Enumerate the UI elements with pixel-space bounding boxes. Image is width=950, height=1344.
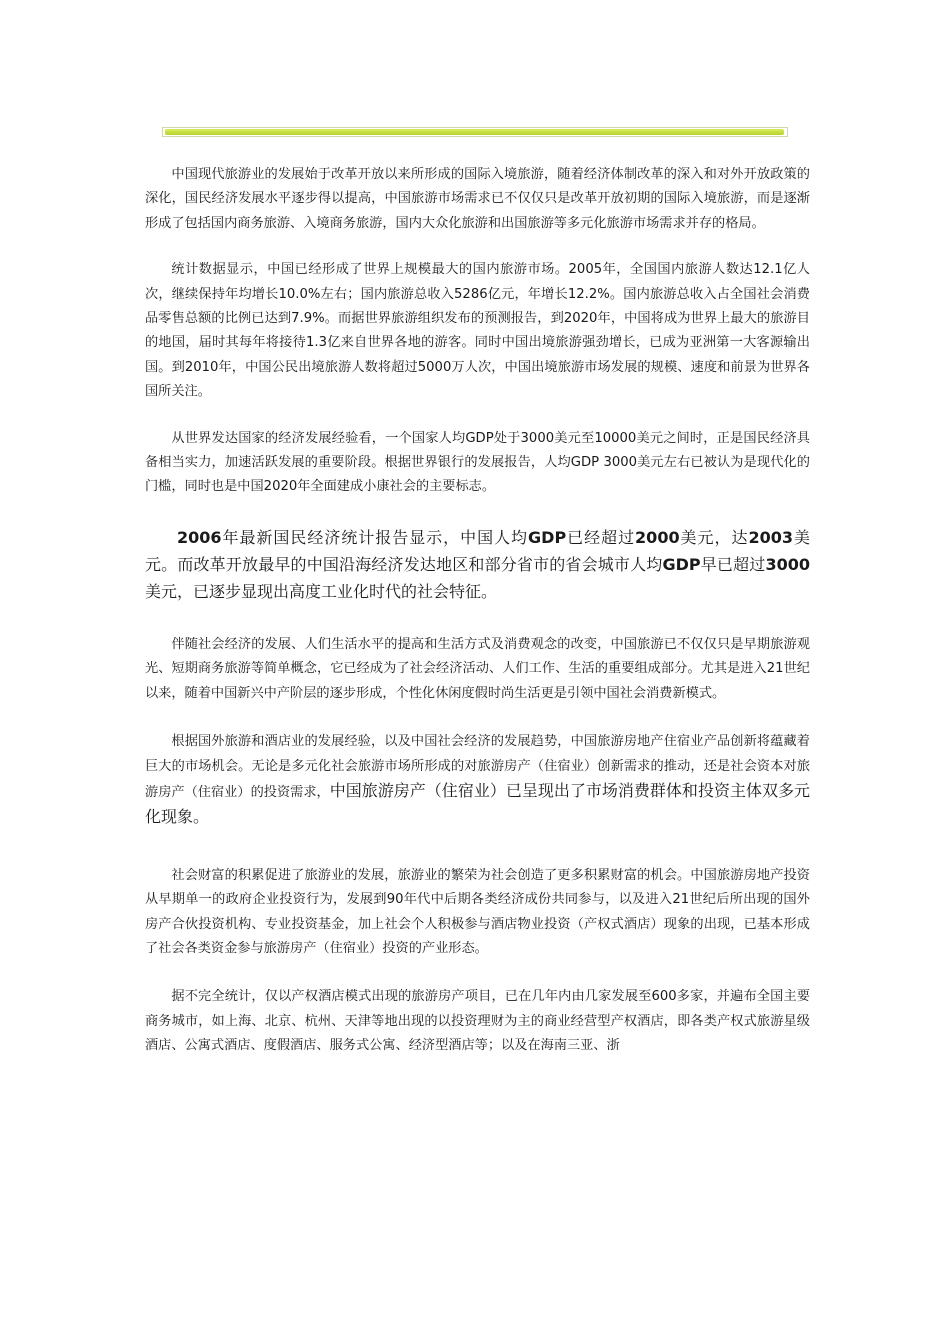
p4-value-3: 3000	[765, 554, 810, 574]
p4-text-6: 美元，已逐步显现出高度工业化时代的社会特征。	[145, 581, 498, 601]
paragraph-3: 从世界发达国家的经济发展经验看，一个国家人均GDP处于3000美元至10000美元之间时，正是国民经济具备相当实力，加速活跃发展的重要阶段。根据世界银行的发展报告，人均GDP 3000美元左右已被认为是现代化的门槛，同时也是中国2020年全面建成小康社会的主要标志。	[145, 430, 810, 495]
paragraph-5: 伴随社会经济的发展、人们生活水平的提高和生活方式及消费观念的改变，中国旅游已不仅仅只是早期旅游观光、短期商务旅游等简单概念，它已经成为了社会经济活动、人们工作、生活的重要组成部分。尤其是进入21世纪以来，随着中国新兴中产阶层的逐步形成，个性化休闲度假时尚生活更是引领中国社会消费新模式。	[145, 636, 810, 701]
paragraph-6	[145, 730, 810, 832]
p4-value-1: 2000	[635, 527, 680, 547]
p6-emphasis: 中国旅游房产（住宿业）已呈现出了市场消费群体和投资主体双多元化现象。	[145, 780, 810, 827]
p4-text-4: 美元。而改革开放最早的中国沿海经济发达地区和部分省市的省会城市人均	[145, 527, 810, 574]
p6-text: 根据国外旅游和酒店业的发展经验，以及中国社会经济的发展趋势，中国旅游房地产住宿业产品创新将蕴藏着巨大的市场机会。无论是多元化社会旅游市场所形成的对旅游房产（住宿业）创新需求的推动，还是社会资本对旅游房产（住宿业）的投资需求，	[145, 734, 810, 800]
p4-text-1: 年最新国民经济统计报告显示，中国人均	[221, 527, 529, 547]
p4-text-3: 美元，达	[679, 527, 749, 547]
paragraph-2: 统计数据显示，中国已经形成了世界上规模最大的国内旅游市场。2005年，全国国内旅游人数达12.1亿人次，继续保持年均增长10.0%左右；国内旅游总收入5286亿元，年增长12.2%。国内旅游总收入占全国社会消费品零售总额的比例已达到7.9%。而据世界旅游组织发布的预测报告，到2020年，中国将成为世界上最大的旅游目的地国，届时其每年将接待1.3亿来自世界各地的游客。同时中国出境旅游强劲增长，已成为亚洲第一大客源输出国。到2010年，中国公民出境旅游人数将超过5000万人次，中国出境旅游市场发展的规模、速度和前景为世界各国所关注。	[145, 262, 810, 400]
header-divider-fill	[165, 129, 784, 135]
p4-text-2: 已经超过	[566, 527, 636, 547]
p4-year: 2006	[177, 527, 222, 547]
paragraph-4	[145, 524, 810, 605]
p4-gdp-2: GDP	[662, 554, 701, 574]
paragraph-8: 据不完全统计，仅以产权酒店模式出现的旅游房产项目，已在几年内由几家发展至600多家，并遍布全国主要商务城市，如上海、北京、杭州、天津等地出现的以投资理财为主的商业经营型产权酒店，即各类产权式旅游星级酒店、公寓式酒店、度假酒店、服务式公寓、经济型酒店等；以及在海南三亚、浙	[145, 989, 810, 1054]
paragraph-1: 中国现代旅游业的发展始于改革开放以来所形成的国际入境旅游，随着经济体制改革的深入和对外开放政策的深化，国民经济发展水平逐步得以提高，中国旅游市场需求已不仅仅只是改革开放初期的国际入境旅游，而是逐渐形成了包括国内商务旅游、入境商务旅游，国内大众化旅游和出国旅游等多元化旅游市场需求并存的格局。	[145, 167, 810, 231]
paragraph-7: 社会财富的积累促进了旅游业的发展，旅游业的繁荣为社会创造了更多积累财富的机会。中国旅游房地产投资从早期单一的政府企业投资行为，发展到90年代中后期各类经济成份共同参与，以及进入21世纪后所出现的国外房产合伙投资机构、专业投资基金，加上社会个人积极参与酒店物业投资（产权式酒店）现象的出现，已基本形成了社会各类资金参与旅游房产（住宿业）投资的产业形态。	[145, 867, 810, 956]
p4-gdp-1: GDP	[528, 527, 567, 547]
header-divider-bar	[162, 127, 788, 137]
p4-text-5: 早已超过	[700, 554, 766, 574]
p4-value-2: 2003	[748, 527, 793, 547]
article-body	[145, 163, 810, 1059]
